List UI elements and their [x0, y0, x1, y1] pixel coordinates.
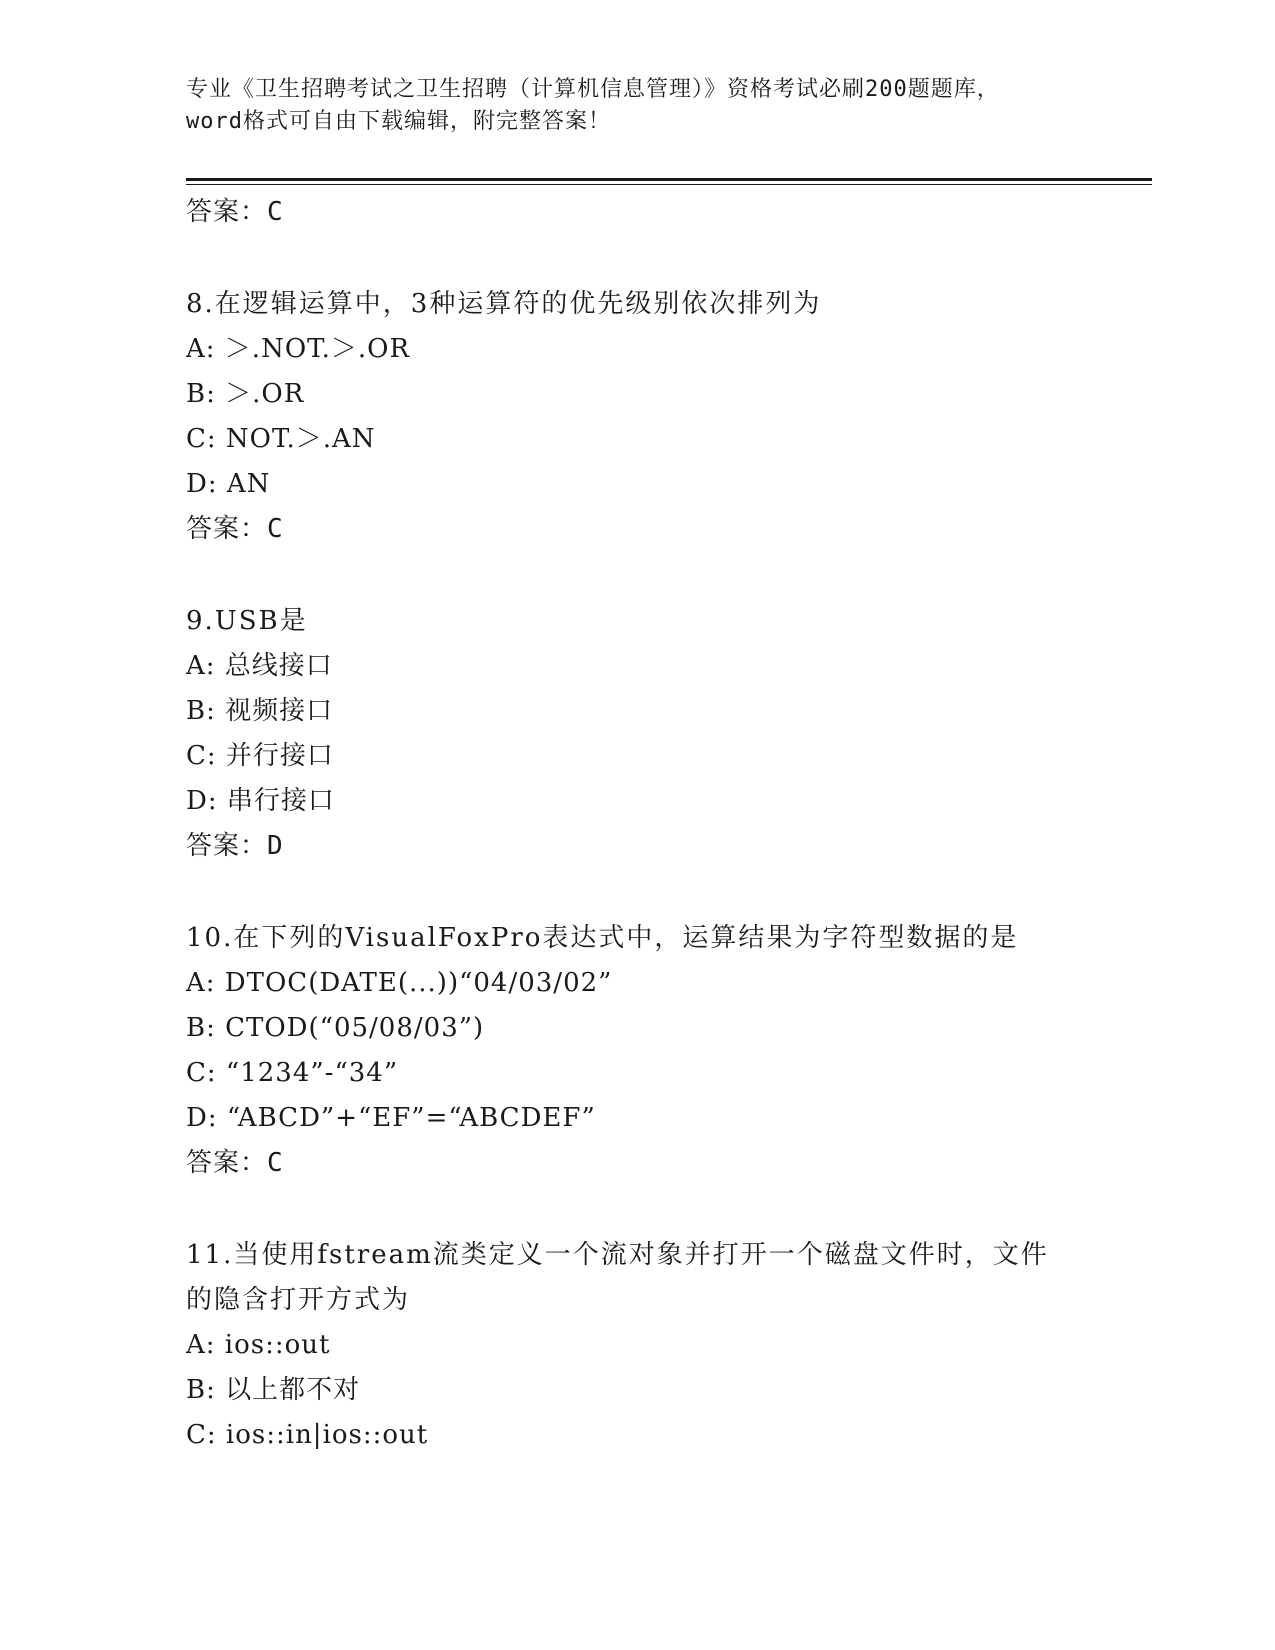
question-11 — [186, 1233, 1086, 1458]
answer-line: 答案：C — [186, 514, 284, 544]
option-d: D: AN — [186, 469, 271, 499]
answer-line: 答案：C — [186, 197, 284, 227]
question-stem-continued: 的隐含打开方式为 — [186, 1285, 411, 1315]
header-line-2: word格式可自由下载编辑，附完整答案！ — [186, 109, 611, 134]
option-b: B: 视频接口 — [186, 696, 334, 726]
header-divider-thin — [186, 184, 1152, 185]
option-b: B: 以上都不对 — [186, 1375, 361, 1405]
question-9 — [186, 599, 1086, 868]
option-b: B: CTOD(“05/08/03”) — [186, 1013, 485, 1043]
question-stem: 10.在下列的VisualFoxPro表达式中，运算结果为字符型数据的是 — [186, 923, 1019, 953]
option-a: A: ios::out — [186, 1330, 331, 1360]
question-stem: 8.在逻辑运算中，3种运算符的优先级别依次排列为 — [186, 289, 822, 319]
answer-line: 答案：C — [186, 1148, 284, 1178]
question-list — [186, 190, 1086, 1458]
option-a: A: 总线接口 — [186, 651, 333, 681]
option-d: D: 串行接口 — [186, 786, 335, 816]
header-line-1: 专业《卫生招聘考试之卫生招聘（计算机信息管理）》资格考试必刷200题题库， — [186, 77, 1000, 102]
option-c: C: 并行接口 — [186, 741, 334, 771]
option-a: A: DTOC(DATE(...))“04/03/02” — [186, 968, 613, 998]
question-10 — [186, 916, 1086, 1185]
question-stem: 9.USB是 — [186, 606, 308, 636]
question-8 — [186, 282, 1086, 551]
option-b: B: ＞.OR — [186, 379, 305, 409]
option-a: A: ＞.NOT.＞.OR — [186, 334, 411, 364]
document-header — [186, 74, 1066, 138]
header-divider-thick — [186, 178, 1152, 181]
option-c: C: NOT.＞.AN — [186, 424, 376, 454]
option-c: C: ios::in|ios::out — [186, 1420, 429, 1450]
option-d: D: “ABCD”+“EF”=“ABCDEF” — [186, 1103, 596, 1133]
answer-line: 答案：D — [186, 831, 284, 861]
question-stem: 11.当使用fstream流类定义一个流对象并打开一个磁盘文件时，文件 — [186, 1240, 1049, 1270]
option-c: C: “1234”-“34” — [186, 1058, 399, 1088]
